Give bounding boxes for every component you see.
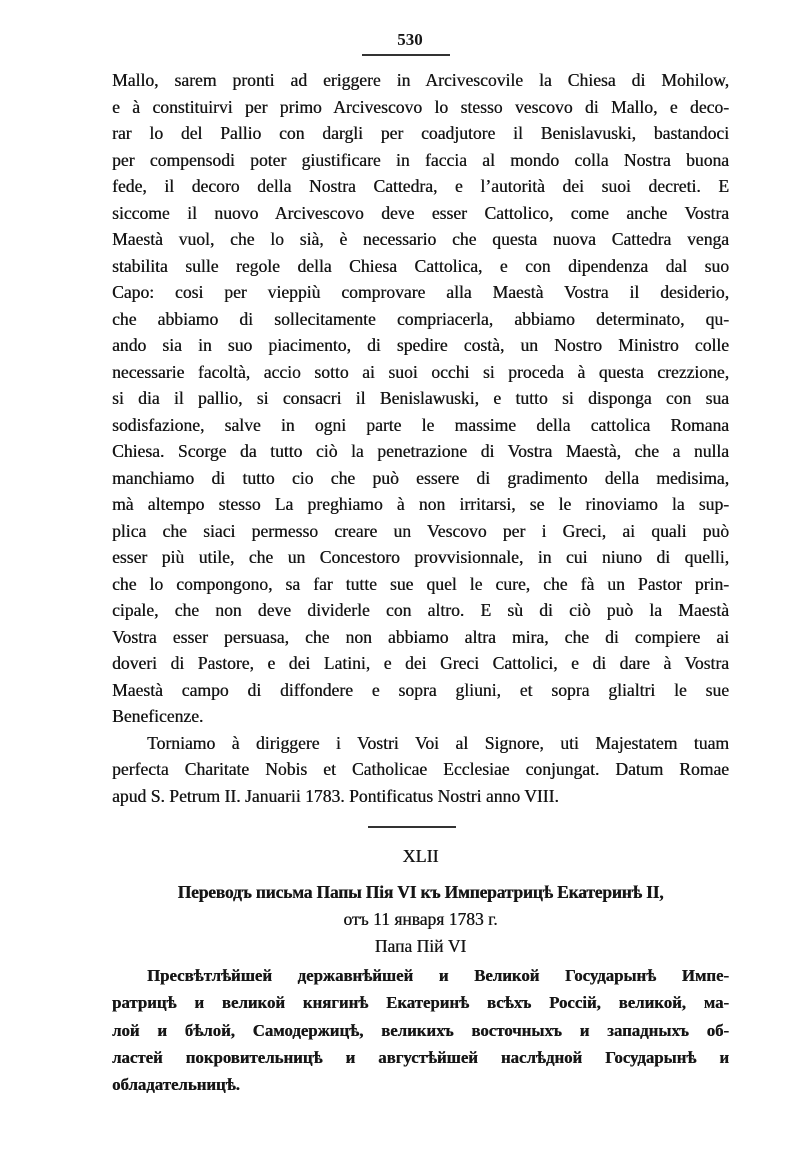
page-number: 530 [397,30,423,49]
text-line: ратрицѣ и великой княгинѣ Екатеринѣ всѣхъ Россій, великой, ма- [112,993,729,1013]
text-line: stabilita sulle regole della Chiesa Cattolica, e con dipendenza dal suo [112,255,729,276]
text-line: sodisfazione, salve in ogni parte le massime della cattolica Romana [112,414,729,435]
section-separator [368,826,456,828]
text-line: e à constituirvi per primo Arcivescovo lo stesso vescovo di Mallo, e deco- [112,96,729,117]
header-rule [362,54,450,56]
text-line: manchiamo di tutto cio che può essere di gradimento della medisima, [112,467,729,488]
italian-paragraph-2 [112,730,729,810]
text-line: rar lo del Pallio con dargli per coadjutore il Benislavuski, bastandoci [112,123,729,143]
text-line: necessarie facoltà, accio sotto ai suoi occhi si proceda à questa crezzione, [112,361,729,382]
text-line: Vostra esser persuasa, che non abbiamo altra mira, che di compiere ai [112,626,729,647]
text-line: Torniamo à diriggere i Vostri Voi al Signore, uti Majestatem tuam [147,732,729,753]
text-line: si dia il pallio, si consacri il Benislawuski, e tutto si disponga con sua [112,388,729,408]
text-line: Beneficenze. [112,706,204,726]
text-line: ando sia in suo piacimento, di spedire costà, un Nostro Ministro colle [112,335,729,355]
text-line: plica che siaci permesso creare un Vescovo per i Greci, ai quali può [112,520,729,541]
russian-signature: Папа Пій VI [374,936,467,956]
section-number: XLII [402,846,439,866]
russian-paragraph [112,962,729,1098]
text-line: Capo: cosi per vieppiù comprovare alla Maestà Vostra il desiderio, [112,282,729,302]
text-line: ластей покровительницѣ и августѣйшей наслѣдной Государынѣ и [112,1047,729,1067]
russian-date: отъ 11 января 1783 г. [343,909,498,929]
text-line: лой и бѣлой, Самодержицѣ, великихъ восточныхъ и западныхъ об- [112,1020,729,1040]
text-line: Mallo, sarem pronti ad eriggere in Arcivescovile la Chiesa di Mohilow, [112,70,729,90]
text-line: Maestà campo di diffondere e sopra gliuni, et sopra glialtri le sue [112,679,729,700]
text-line: che abbiamo di sollecitamente compriacerla, abbiamo determinato, qu- [112,308,729,329]
text-line: fede, il decoro della Nostra Cattedra, e l’autorità dei suoi decreti. E [112,176,729,196]
text-line: обладательницѣ. [112,1075,240,1095]
italian-letter-text [112,67,729,809]
text-line: siccome il nuovo Arcivescovo deve esser Cattolico, come anche Vostra [112,202,729,223]
russian-title: Переводъ письма Папы Пія VI къ Императрицѣ Екатеринѣ II, [177,882,664,902]
text-line: che lo compongono, sa far tutte sue quel le cure, che fà un Pastor prin- [112,573,729,594]
text-line: cipale, che non deve dividerle con altro. E sù di ciò può la Maestà [112,600,729,620]
italian-paragraph-1 [112,67,729,730]
text-line: Chiesa. Scorge da tutto ciò la penetrazione di Vostra Maestà, che a nulla [112,441,729,461]
text-line: doveri di Pastore, e dei Latini, e dei Greci Cattolici, e di dare à Vostra [112,653,729,673]
text-line: Maestà vuol, che lo sià, è necessario che questa nuova Cattedra venga [112,229,729,249]
text-line: mà altempo stesso La preghiamo à non irritarsi, se le rinoviamo la sup- [112,494,729,514]
text-line: perfecta Charitate Nobis et Catholicae Ecclesiae conjungat. Datum Romae [112,759,729,779]
text-line: per compensodi poter giustificare in faccia al mondo colla Nostra buona [112,149,729,170]
text-line: apud S. Petrum II. Januarii 1783. Pontificatus Nostri anno VIII. [112,785,559,806]
text-line: esser più utile, che un Concestoro provvisionnale, in cui niuno di quelli, [112,547,729,567]
text-line: Пресвѣтлѣйшей державнѣйшей и Великой Государынѣ Импе- [147,966,729,985]
